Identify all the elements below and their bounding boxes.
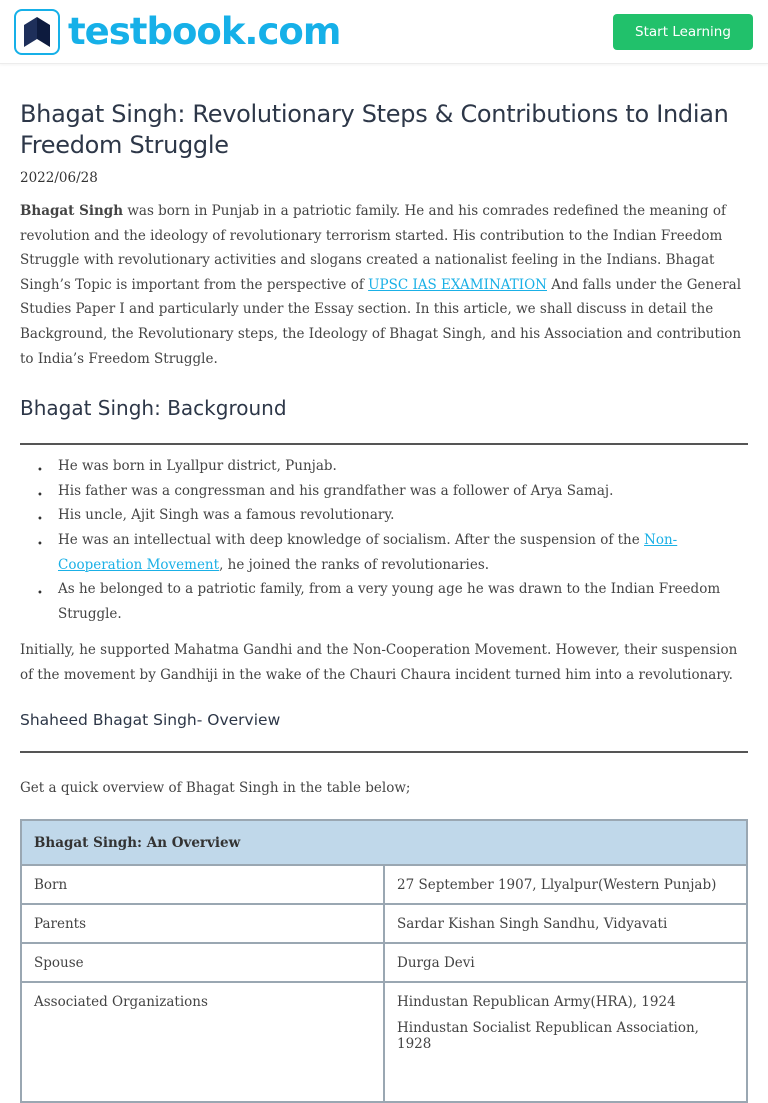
table-header-row [21, 820, 747, 865]
section-divider [20, 443, 748, 445]
bullet-text: , he joined the ranks of revolutionaries. [219, 556, 490, 573]
background-heading: Bhagat Singh: Background [20, 396, 287, 421]
overview-heading: Shaheed Bhagat Singh- Overview [20, 710, 281, 729]
table-label: Associated Organizations [21, 982, 384, 1102]
table-value [384, 982, 747, 1102]
table-value: 27 September 1907, Llyalpur(Western Punjab) [384, 865, 747, 904]
section-divider [20, 751, 748, 753]
logo-text: testbook.com [68, 10, 341, 53]
upsc-ias-link[interactable]: UPSC IAS EXAMINATION [368, 276, 547, 293]
intro-bold-name: Bhagat Singh [20, 203, 124, 219]
table-header: Bhagat Singh: An Overview [21, 820, 747, 865]
site-header [0, 0, 768, 64]
table-row [21, 982, 747, 1102]
table-row [21, 943, 747, 982]
list-item [20, 528, 748, 577]
overview-intro: Get a quick overview of Bhagat Singh in the table below; [20, 779, 411, 796]
org-value: Hindustan Republican Army(HRA), 1924 [397, 994, 676, 1011]
list-item: • His uncle, Ajit Singh was a famous revolutionary. [20, 503, 748, 528]
intro-text-1: was born in Punjab in a patriotic family. He and his comrades redefined the meaning of revolution and the ideology of revolutionary terrorism started. His contribution to the Indian Freedom Struggle with revolutionary activities and slogans created a nationalist feeling in the Indians. Bhagat Singh’s Topic is important from the perspective of [20, 203, 726, 293]
table-value: Durga Devi [384, 943, 747, 982]
intro-text-2: And falls under the General Studies Paper I and particularly under the Essay section. In this article, we shall discuss in detail the Background, the Revolutionary steps, the Ideology of Bhagat Singh, and his Association and contribution to India’s Freedom Struggle. [20, 276, 742, 367]
table-label: Parents [21, 904, 384, 943]
table-value: Sardar Kishan Singh Sandhu, Vidyavati [384, 904, 747, 943]
table-label: Spouse [21, 943, 384, 982]
testbook-logo-icon [14, 9, 60, 55]
article-title: Bhagat Singh: Revolutionary Steps & Contributions to Indian Freedom Struggle [20, 100, 729, 159]
table-row [21, 865, 747, 904]
intro-paragraph [20, 199, 748, 371]
site-logo[interactable] [14, 9, 340, 55]
background-paragraph: Initially, he supported Mahatma Gandhi and the Non-Cooperation Movement. However, their suspension of the movement by Gandhiji in the wake of the Chauri Chaura incident turned him into a revolutionary. [20, 642, 738, 683]
background-list [20, 454, 748, 626]
list-item: • His father was a congressman and his grandfather was a follower of Arya Samaj. [20, 479, 748, 504]
table-label: Born [21, 865, 384, 904]
overview-table [20, 819, 748, 1103]
list-item: • As he belonged to a patriotic family, from a very young age he was drawn to the Indian Freedom Struggle. [20, 577, 748, 626]
non-cooperation-movement-link[interactable]: Non-Cooperation Movement [58, 531, 678, 573]
list-item: • He was born in Lyallpur district, Punjab. [20, 454, 748, 479]
table-row [21, 904, 747, 943]
article-date: 2022/06/28 [20, 170, 98, 186]
org-value: Hindustan Socialist Republican Association, 1928 [397, 1020, 699, 1053]
article [0, 99, 768, 1103]
bullet-text: He was an intellectual with deep knowledge of socialism. After the suspension of the [58, 531, 645, 548]
start-learning-button[interactable]: Start Learning [613, 14, 753, 50]
